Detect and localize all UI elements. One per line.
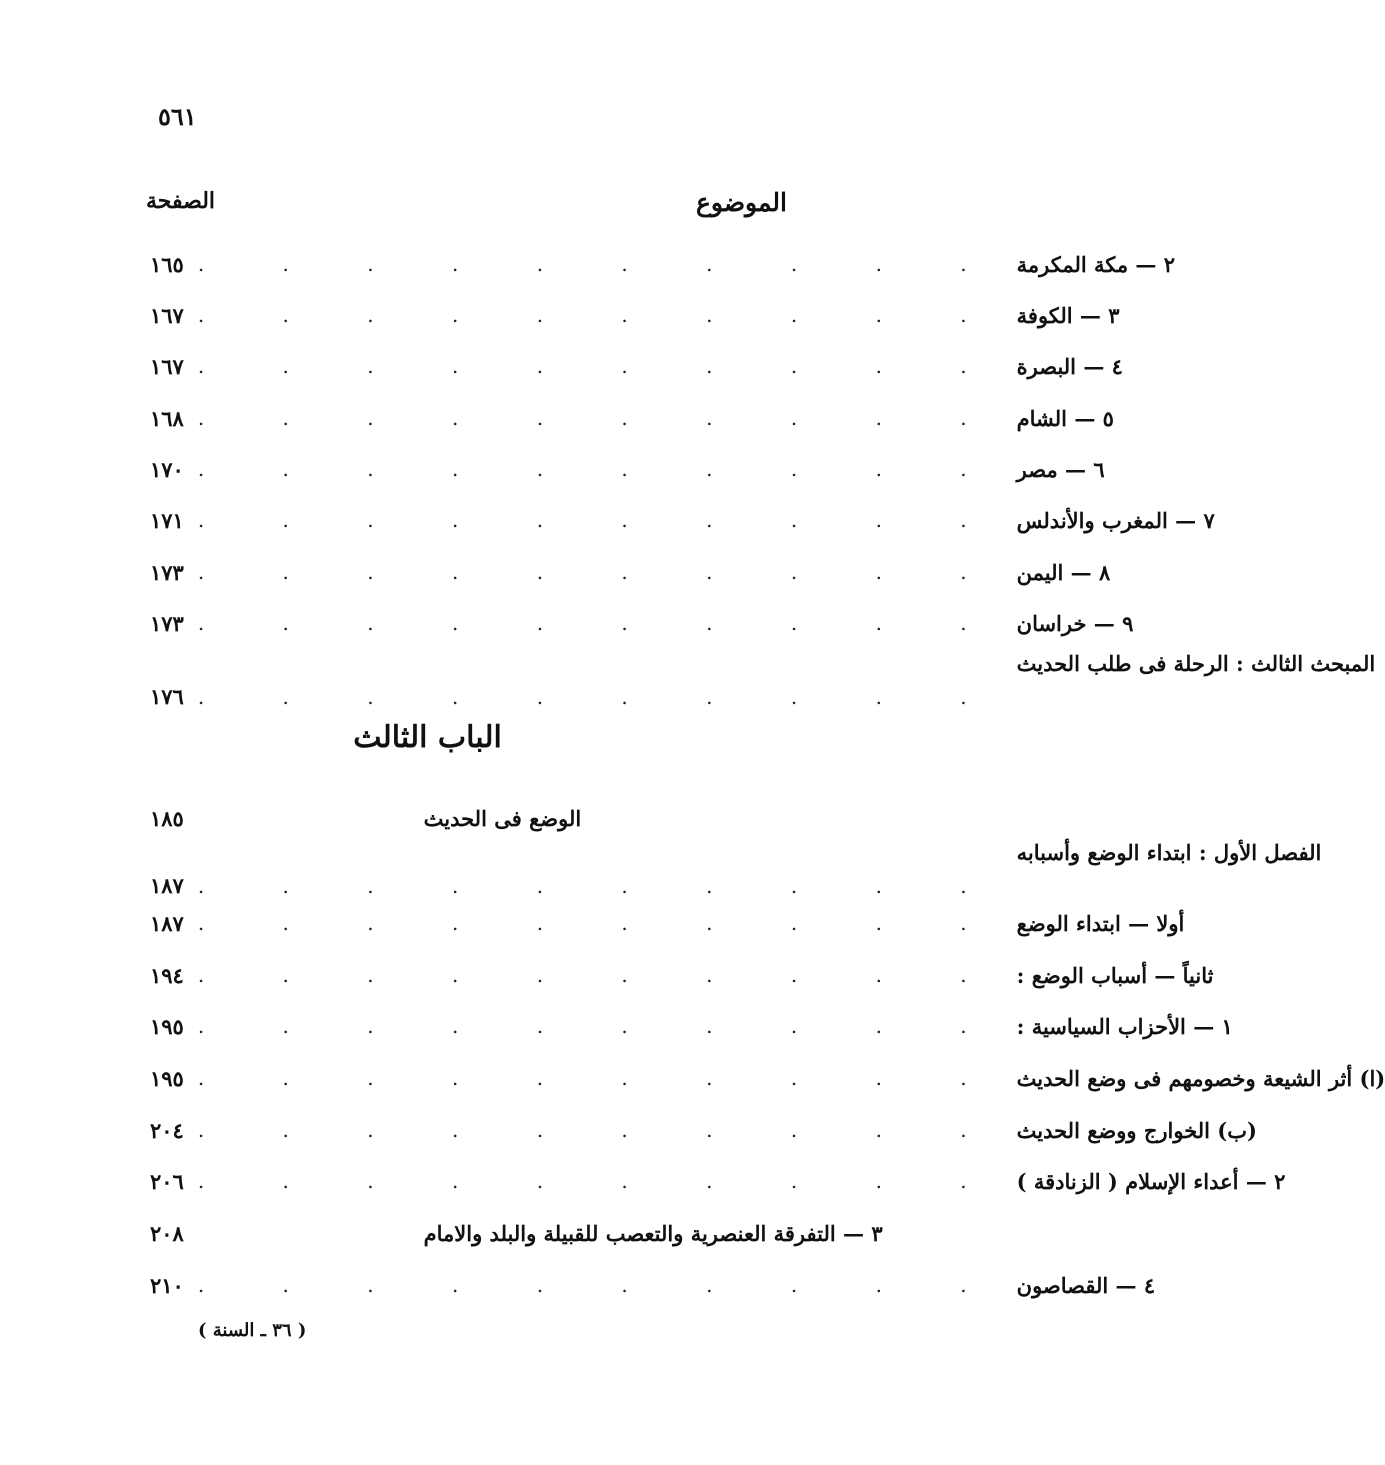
- toc-topic: ٧ — المغرب والأندلس: [1016, 507, 1215, 533]
- dot-leader: . . . . . . . . . .: [197, 560, 1003, 584]
- toc-page-number: ١٩٤: [150, 962, 184, 988]
- toc-page-number: ١٨٧: [150, 873, 184, 898]
- toc-row: [150, 1210, 883, 1256]
- toc-topic: ٦ — مصر: [1016, 456, 1105, 482]
- toc-topic: ١ — الأحزاب السياسية :: [1016, 1013, 1233, 1039]
- page-number: ٥٦١: [158, 102, 197, 131]
- dot-leader: . . . . . . . . . .: [197, 406, 1003, 430]
- dot-leader: . . . . . . . . . .: [197, 457, 1003, 481]
- toc-row: [150, 840, 1322, 898]
- toc-row: [150, 600, 1134, 646]
- toc-topic: (ا) أثر الشيعة وخصومهم فى وضع الحديث: [1016, 1065, 1385, 1091]
- toc-page-number: ٢٠٦: [150, 1168, 184, 1194]
- toc-row: [150, 497, 1215, 543]
- toc-row: [150, 1262, 1156, 1308]
- dot-leader: . . . . . . . . . .: [197, 1118, 1003, 1142]
- toc-row: [150, 446, 1105, 492]
- dot-leader: . . . . . . . . . .: [197, 508, 1003, 532]
- toc-page-number: ١٨٧: [150, 910, 184, 936]
- toc-topic: ثانياً — أسباب الوضع :: [1016, 962, 1214, 988]
- dot-leader: . . . . . . . . . .: [197, 963, 1003, 987]
- dot-leader: . . . . . . . . . .: [197, 303, 1003, 327]
- toc-page-number: ١٦٨: [150, 405, 184, 431]
- toc-row: [150, 241, 1176, 287]
- toc-page-number: ١٧١: [150, 507, 184, 533]
- toc-row: [150, 343, 1123, 389]
- dot-leader: . . . . . . . . . .: [197, 611, 1003, 635]
- toc-topic: ٣ — التفرقة العنصرية والتعصب للقبيلة والبلد والامام: [423, 1220, 883, 1246]
- footer-signature: ( ٣٦ ـ السنة ): [198, 1320, 307, 1341]
- dot-leader: . . . . . . . . . .: [197, 1169, 1003, 1193]
- toc-row: [150, 952, 1214, 998]
- section-title: الباب الثالث: [353, 720, 502, 755]
- toc-page-number: ٢١٠: [150, 1272, 184, 1298]
- toc-page-number: ١٨٥: [150, 805, 184, 831]
- toc-topic: ٩ — خراسان: [1016, 610, 1134, 636]
- toc-topic: ٢ — مكة المكرمة: [1016, 251, 1176, 277]
- toc-topic: ٤ — البصرة: [1016, 353, 1123, 379]
- dot-leader: . . . . . . . . . .: [197, 911, 1003, 935]
- toc-row: [150, 1003, 1233, 1049]
- dot-leader: . . . . . . . . . .: [197, 1066, 1003, 1090]
- toc-row: [150, 1055, 1385, 1101]
- dot-leader: . . . . . . . . . .: [197, 685, 1003, 709]
- toc-topic: ٣ — الكوفة: [1016, 302, 1120, 328]
- toc-topic: ٢ — أعداء الإسلام ( الزنادقة ): [1016, 1168, 1286, 1194]
- toc-row: [150, 292, 1120, 338]
- dot-leader: . . . . . . . . . .: [197, 1014, 1003, 1038]
- dot-leader: . . . . . . . . . .: [197, 354, 1003, 378]
- toc-page-number: ١٦٧: [150, 302, 184, 328]
- dot-leader: . . . . . . . . . .: [197, 874, 1003, 898]
- toc-page-number: ١٧٣: [150, 559, 184, 585]
- toc-topic: المبحث الثالث : الرحلة فى طلب الحديث: [1016, 651, 1376, 676]
- dot-leader: . . . . . . . . . .: [197, 1273, 1003, 1297]
- toc-row: [150, 651, 1376, 709]
- toc-row: [150, 549, 1111, 595]
- column-header-topic: الموضوع: [696, 188, 787, 217]
- toc-page-number: ١٩٥: [150, 1065, 184, 1091]
- toc-page-number: ١٩٥: [150, 1013, 184, 1039]
- toc-page-number: ١٧٣: [150, 610, 184, 636]
- toc-page-number: ١٦٧: [150, 353, 184, 379]
- toc-topic: (ب) الخوارج ووضع الحديث: [1016, 1117, 1257, 1143]
- toc-page-number: ١٧٠: [150, 456, 184, 482]
- toc-topic: ٥ — الشام: [1016, 405, 1114, 431]
- toc-row: [150, 795, 810, 841]
- toc-topic: ٤ — القصاصون: [1016, 1272, 1156, 1298]
- toc-row: [150, 1158, 1286, 1204]
- toc-topic: الفصل الأول : ابتداء الوضع وأسبابه: [1016, 840, 1322, 865]
- toc-topic: أولا — ابتداء الوضع: [1016, 910, 1185, 936]
- toc-row: [150, 395, 1114, 441]
- toc-page-number: ٢٠٨: [150, 1220, 184, 1246]
- toc-topic: ٨ — اليمن: [1016, 559, 1111, 585]
- toc-row: [150, 900, 1185, 946]
- toc-page-number: ٢٠٤: [150, 1117, 184, 1143]
- toc-page-number: ١٧٦: [150, 684, 184, 709]
- dot-leader: . . . . . . . . . .: [197, 252, 1003, 276]
- column-header-page: الصفحة: [146, 188, 216, 214]
- toc-page-number: ١٦٥: [150, 251, 184, 277]
- toc-row: [150, 1107, 1257, 1153]
- toc-topic: الوضع فى الحديث: [423, 805, 582, 831]
